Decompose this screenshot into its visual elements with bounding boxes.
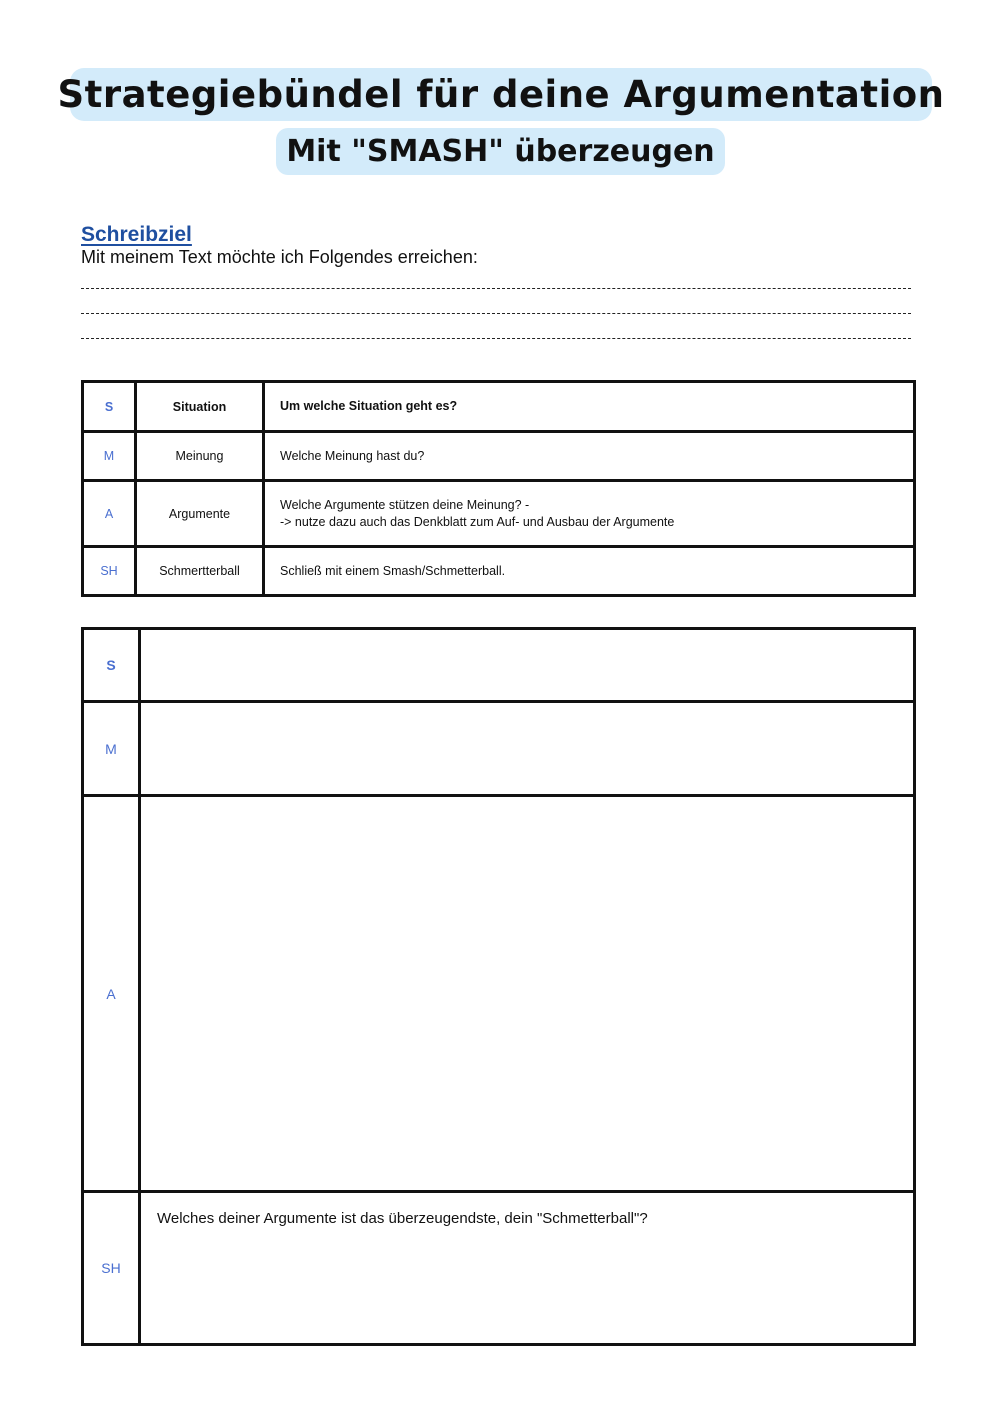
reference-letter: M bbox=[83, 432, 136, 481]
worksheet-answer-arguments[interactable] bbox=[140, 796, 915, 1192]
table-row bbox=[83, 547, 915, 596]
worksheet-answer-smash[interactable] bbox=[140, 1192, 915, 1345]
worksheet-letter: A bbox=[83, 796, 140, 1192]
writing-goal-heading: Schreibziel bbox=[81, 223, 192, 246]
subtitle-banner bbox=[276, 128, 725, 175]
worksheet-letter: M bbox=[83, 702, 140, 796]
worksheet-letter: SH bbox=[83, 1192, 140, 1345]
reference-description-text: Um welche Situation geht es? bbox=[280, 399, 458, 413]
writing-line-3[interactable] bbox=[81, 338, 911, 339]
reference-description bbox=[264, 382, 915, 432]
smash-reference-table bbox=[81, 380, 916, 597]
writing-line-2[interactable] bbox=[81, 313, 911, 314]
writing-goal-prompt: Mit meinem Text möchte ich Folgendes erreichen: bbox=[81, 247, 478, 267]
worksheet-answer-situation[interactable] bbox=[140, 629, 915, 702]
reference-description-text: Schließ mit einem Smash/Schmetterball. bbox=[280, 563, 506, 578]
table-row bbox=[83, 629, 915, 702]
worksheet-letter: S bbox=[83, 629, 140, 702]
smash-prompt: Welches deiner Argumente ist das überzeugendste, dein "Schmetterball"? bbox=[157, 1210, 648, 1227]
page-subtitle: Mit "SMASH" überzeugen bbox=[286, 134, 715, 169]
writing-line-1[interactable] bbox=[81, 288, 911, 289]
reference-letter: SH bbox=[83, 547, 136, 596]
smash-worksheet-table bbox=[81, 627, 916, 1346]
reference-letter: S bbox=[83, 382, 136, 432]
table-row bbox=[83, 382, 915, 432]
reference-description bbox=[264, 481, 915, 547]
table-row bbox=[83, 432, 915, 481]
worksheet-answer-opinion[interactable] bbox=[140, 702, 915, 796]
reference-description bbox=[264, 432, 915, 481]
page-title: Strategiebündel für deine Argumentation bbox=[57, 73, 945, 116]
table-row bbox=[83, 796, 915, 1192]
reference-description bbox=[264, 547, 915, 596]
reference-description-hint: -> nutze dazu auch das Denkblatt zum Auf- und Ausbau der Argumente bbox=[280, 514, 675, 529]
reference-description-text: Welche Argumente stützen deine Meinung? - bbox=[280, 497, 530, 512]
table-row bbox=[83, 1192, 915, 1345]
title-banner bbox=[57, 68, 945, 121]
reference-letter: A bbox=[83, 481, 136, 547]
table-row bbox=[83, 481, 915, 547]
reference-name: Situation bbox=[136, 382, 264, 432]
reference-name: Schmertterball bbox=[136, 547, 264, 596]
reference-name: Meinung bbox=[136, 432, 264, 481]
reference-description-text: Welche Meinung hast du? bbox=[280, 448, 425, 463]
reference-name: Argumente bbox=[136, 481, 264, 547]
table-row bbox=[83, 702, 915, 796]
